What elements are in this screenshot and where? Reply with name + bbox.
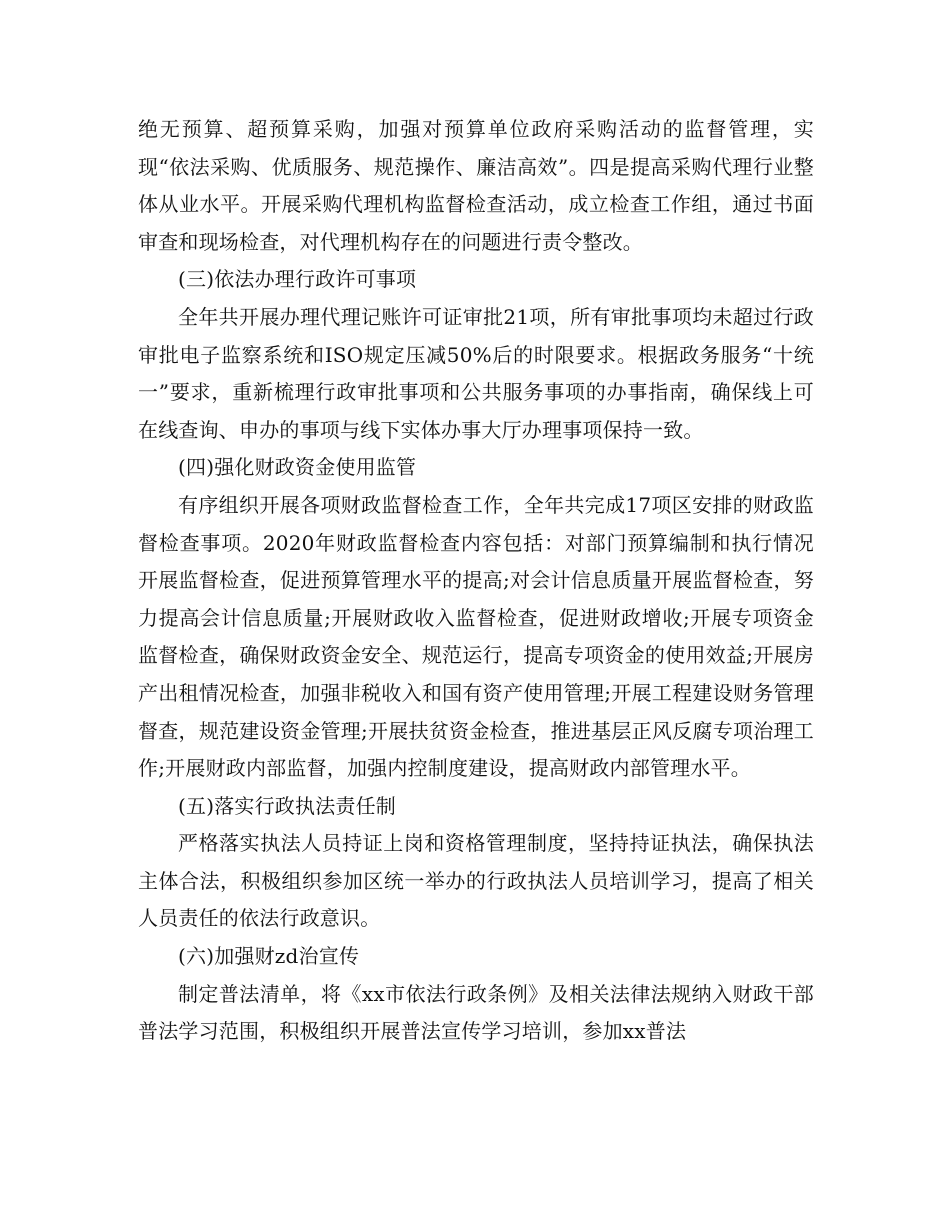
paragraph-continued: 绝无预算、超预算采购，加强对预算单位政府采购活动的监督管理，实现“依法采购、优质服务、规范操作、廉洁高效”。四是提高采购代理行业整体从业水平。开展采购代理机构监督检查活动，成立检查工作组，通过书面审查和现场检查，对代理机构存在的问题进行责令整改。 (138, 117, 814, 254)
paragraph-section-4: 有序组织开展各项财政监督检查工作，全年共完成17项区安排的财政监督检查事项。2020年财政监督检查内容包括：对部门预算编制和执行情况开展监督检查，促进预算管理水平的提高;对会计信息质量开展监督检查，努力提高会计信息质量;开展财政收入监督检查，促进财政增收;开展专项资金监督检查，确保财政资金安全、规范运行，提高专项资金的使用效益;开展房产出租情况检查，加强非税收入和国有资产使用管理;开展工程建设财务管理督查，规范建设资金管理;开展扶贫资金检查，推进基层正风反腐专项治理工作;开展财政内部监督，加强内控制度建设，提高财政内部管理水平。 (138, 492, 814, 781)
paragraph-section-6: 制定普法清单，将《xx市依法行政条例》及相关法律法规纳入财政干部普法学习范围，积极组织开展普法宣传学习培训，参加xx普法 (138, 981, 814, 1044)
section-heading-4: (四)强化财政资金使用监管 (178, 455, 417, 480)
section-heading-5: (五)落实行政执法责任制 (178, 793, 397, 818)
section-heading-3: (三)依法办理行政许可事项 (178, 267, 417, 292)
paragraph-section-3: 全年共开展办理代理记账许可证审批21项，所有审批事项均未超过行政审批电子监察系统和ISO规定压减50%后的时限要求。根据政务服务“十统一”要求，重新梳理行政审批事项和公共服务事项的办事指南，确保线上可在线查询、申办的事项与线下实体办事大厅办理事项保持一致。 (138, 304, 814, 442)
paragraph-section-5: 严格落实执法人员持证上岗和资格管理制度，坚持持证执法，确保执法主体合法，积极组织参加区统一举办的行政执法人员培训学习，提高了相关人员责任的依法行政意识。 (138, 831, 814, 931)
document-body (138, 111, 814, 1051)
section-heading-6: (六)加强财zd治宣传 (178, 944, 360, 969)
